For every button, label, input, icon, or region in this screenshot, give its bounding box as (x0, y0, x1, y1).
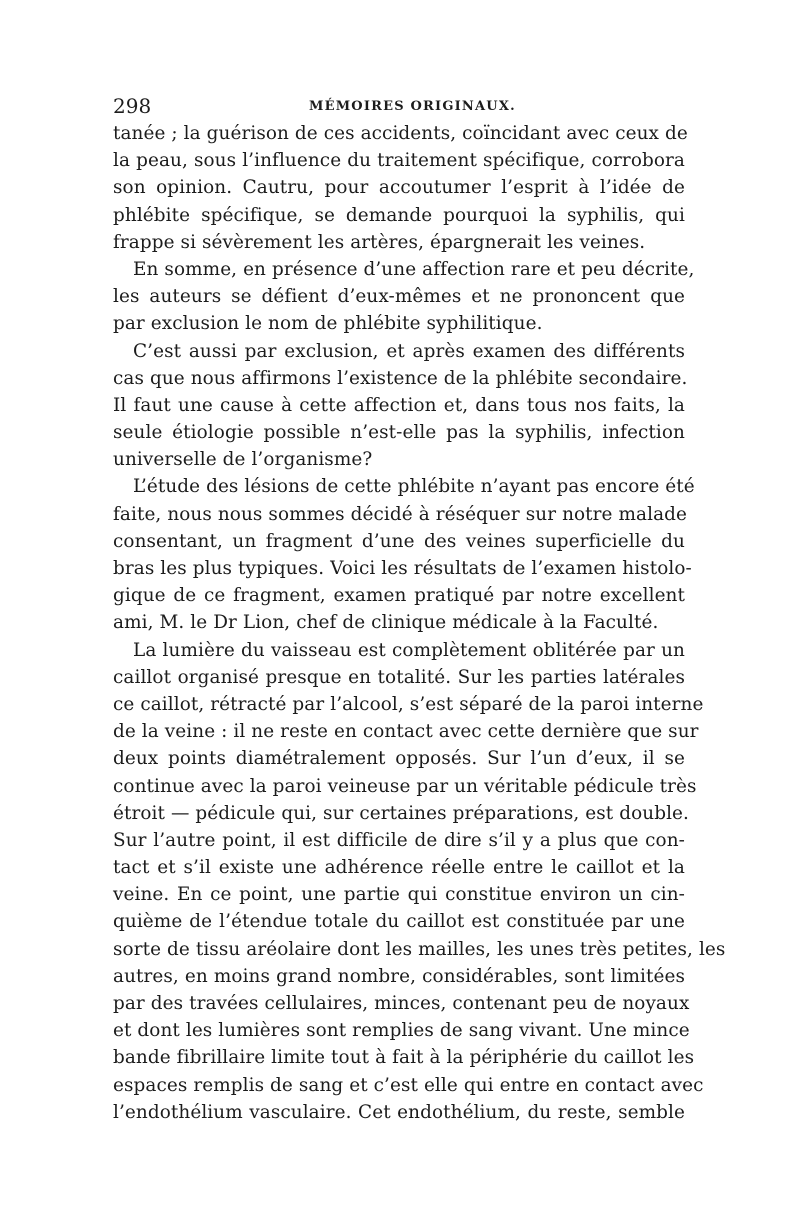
text-line: continue avec la paroi veineuse par un véritable pédicule très (113, 775, 697, 797)
text-line: espaces remplis de sang et c’est elle qui entre en contact avec (113, 1074, 704, 1096)
body-text (113, 120, 726, 1126)
text-line: faite, nous nous sommes décidé à réséquer sur notre malade (113, 503, 687, 525)
text-line: deux points diamétralement opposés. Sur l’un d’eux, il se (113, 748, 685, 770)
text-line: phlébite spécifique, se demande pourquoi la syphilis, qui (113, 204, 685, 226)
text-line: ce caillot, rétracté par l’alcool, s’est séparé de la paroi interne (113, 693, 704, 715)
text-line: ami, M. le Dr Lion, chef de clinique médicale à la Faculté. (113, 612, 659, 634)
text-line: de la veine : il ne reste en contact avec cette dernière que sur (113, 721, 699, 743)
text-line: frappe si sévèrement les artères, épargnerait les veines. (113, 231, 646, 253)
text-line: tact et s’il existe une adhérence réelle entre le caillot et la (113, 857, 685, 879)
text-line: caillot organisé presque en totalité. Sur les parties latérales (113, 666, 685, 688)
text-line: tanée ; la guérison de ces accidents, coïncidant avec ceux de (113, 123, 688, 144)
text-line: l’endothélium vasculaire. Cet endothélium, du reste, semble (113, 1101, 685, 1123)
text-line: veine. En ce point, une partie qui constitue environ un cin- (113, 884, 685, 906)
text-line: En somme, en présence d’une affection rare et peu décrite, (133, 258, 695, 280)
text-line: et dont les lumières sont remplies de sang vivant. Une mince (113, 1020, 690, 1042)
text-line: quième de l’étendue totale du caillot est constituée par une (113, 911, 685, 933)
text-line: seule étiologie possible n’est-elle pas la syphilis, infection (113, 422, 685, 444)
text-line: la peau, sous l’influence du traitement spécifique, corrobora (113, 150, 685, 172)
page-header (113, 92, 685, 120)
text-line: par des travées cellulaires, minces, contenant peu de noyaux (113, 993, 690, 1014)
text-line: consentant, un fragment d’une des veines superficielle du (113, 530, 685, 552)
text-line: Sur l’autre point, il est difficile de dire s’il y a plus que con- (113, 829, 685, 851)
text-line: autres, en moins grand nombre, considérables, sont limitées (113, 965, 685, 987)
text-line: par exclusion le nom de phlébite syphilitique. (113, 313, 543, 335)
text-line: Il faut une cause à cette affection et, dans tous nos faits, la (113, 394, 685, 416)
text-line: les auteurs se défient d’eux-mêmes et ne prononcent que (113, 286, 685, 308)
text-line: universelle de l’organisme? (113, 449, 373, 471)
text-line: gique de ce fragment, examen pratiqué par notre excellent (113, 585, 685, 607)
text-line: son opinion. Cautru, pour accoutumer l’esprit à l’idée de (113, 177, 685, 199)
page-number: 298 (113, 94, 152, 118)
text-line: cas que nous affirmons l’existence de la phlébite secondaire. (113, 367, 688, 389)
text-line: bande fibrillaire limite tout à fait à la périphérie du caillot les (113, 1047, 695, 1069)
running-head: MÉMOIRES ORIGINAUX. (309, 99, 516, 114)
book-page (113, 92, 726, 1126)
text-line: C’est aussi par exclusion, et après examen des différents (133, 340, 685, 362)
text-line: L’étude des lésions de cette phlébite n’ayant pas encore été (133, 476, 695, 498)
text-line: étroit — pédicule qui, sur certaines préparations, est double. (113, 802, 689, 824)
text-line: bras les plus typiques. Voici les résultats de l’examen histolo- (113, 558, 692, 579)
text-line: sorte de tissu aréolaire dont les mailles, les unes très petites, les (113, 938, 726, 960)
text-line: La lumière du vaisseau est complètement oblitérée par un (133, 639, 685, 661)
